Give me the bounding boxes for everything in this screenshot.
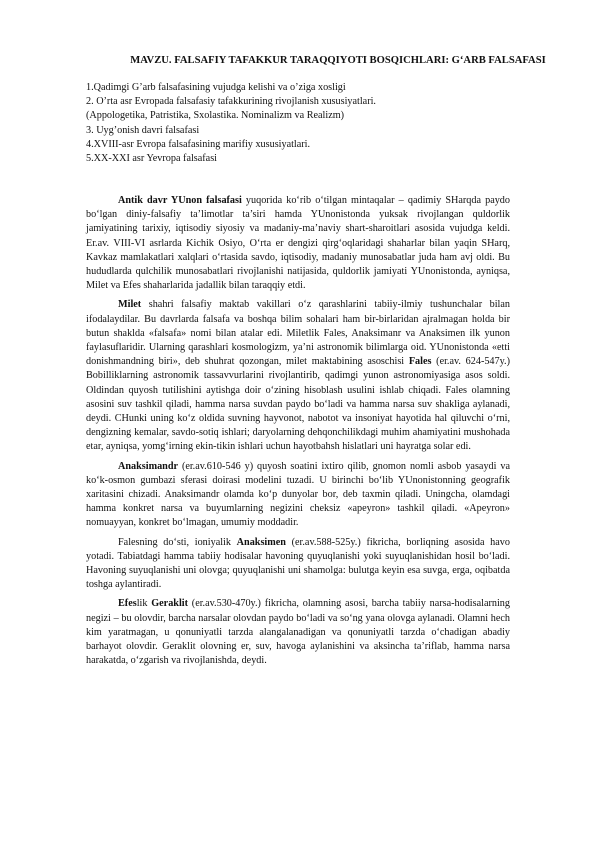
paragraph-text: (er.av.530-470y.) fikricha, olamning asosi, barcha tabiiy narsa-hodisalarning negizi – bu olovdir, barcha narsalar olovdan paydo bo‘ladi va so‘ng yana olovga aylanadi. Olamni hech kim yaratmagan, u qonuniyatli tarzda alangalanadigan va qonuniyatli tarzda o‘chadigan abadiy barhayot olovdir. Geraklit olovning er, suv, havoga aylanishini va aksincha ta’riflab, hamma narsa harakatda, o‘zgarish va rivojlanishda, deydi.	[86, 598, 510, 667]
document-body	[86, 194, 510, 674]
paragraph-text: lik	[136, 598, 152, 610]
paragraph-text: (er.av. 624-547y.) Bobilliklarning astronomik tassavvurlarini rivojlantirib, qadimgi yunon astronomiyasiga asos soldi. Oldindan quyosh tutilishini aytishga doir o‘zining hisoblash usulini ishlab chiqadi. Fales olamning asosini suv tashkil qiladi, hamma narsa suvdan paydo bo‘ladi va hamma narsa suv shakliga aylanadi, deydi. CHunki uning ko‘z oldida suvning hayvonot, nabotot va insoniyat hayotida hal qiluvchi o‘rni, dengizning kemalar, savdo-sotiq ishlari; daryolarning dehqonchilikdagi muhim ahamiyatini mushohada etar, ayniqsa, yomg‘irning ekin-tikin ishlari uchun hayotbahsh hislatlari uni hayratga solar edi.	[86, 356, 510, 453]
bold-term: Fales	[408, 356, 432, 368]
paragraph-text: Falesning do‘sti, ioniyalik	[118, 536, 237, 548]
document-title: MAVZU. FALSAFIY TAFAKKUR TARAQQIYOTI BOSQICHLARI: G‘ARB FALSAFASI	[130, 55, 546, 66]
paragraph-text: shahri falsafiy maktab vakillari o‘z qarashlarini tabiiy-ilmiy tushunchalar bilan ifodalaydilar. Bu davrlarda falsafa va boshqa bilim sohalari ham bir-birlaridan ajralmagan holda bir butun shaklda «falsafa» nomi bilan atalar edi. Miletlik Fales, Anaksimanr va Anaksimen ilk yunon faylasuflaridir. Ularning qarashlari kosmologizm, ya’ni astronomik bilimlarga oid. YUnonistonda «etti donishmandning biri», deb shuhrat qozongan, milet maktabining asoschisi	[86, 299, 510, 368]
bold-term: Anaksimandr	[118, 460, 179, 472]
plan-item: 4.XVIII-asr Evropa falsafasining marifiy xususiyatlari.	[86, 138, 311, 150]
paragraph-antik-davr	[86, 194, 510, 293]
paragraph-text: yuqorida ko‘rib o‘tilgan mintaqalar – qadimiy SHarqda paydo bo‘lgan diniy-falsafiy ta’limotlar ta’siri hamda YUnonistonda yuksak rivojlangan quldorlik jamiyatining tarixiy, iqtisodiy siyosiy va madaniy-ma’naviy shart-sharoitlari asosida vujudga keldi. Er.av. VIII-VI asrlarda Kichik Osiyo, O‘rta er dengizi qirg‘oqlaridagi shaharlar bilan yaqin SHarq, Kavkaz mamlakatlari xalqlari o‘rtasida savdo, iqtisodiy, madaniy munosabatlar juda ham avj oldi. Bu hududlarda qulchilik munosabatlari rivojlanishi natijasida, quldorlik jamiyati YUnonistonda, ayniqsa, Milet va Efes shaharlarida jadallik bilan taraqqiy etdi.	[86, 195, 510, 292]
bold-term: Geraklit	[151, 598, 189, 610]
lecture-plan	[86, 81, 526, 166]
plan-item: (Appologetika, Patristika, Sxolastika. Nominalizm va Realizm)	[86, 110, 345, 122]
paragraph-geraklit	[86, 597, 510, 668]
paragraph-milet	[86, 298, 510, 454]
paragraph-anaksimandr	[86, 460, 510, 531]
plan-item: 1.Qadimgi G’arb falsafasining vujudga kelishi va o’ziga xosligi	[86, 82, 346, 93]
plan-item: 5.XX-XXI asr Yevropa falsafasi	[86, 153, 217, 165]
plan-item: 2. O’rta asr Evropada falsafasiy tafakkurining rivojlanish xususiyatlari.	[86, 96, 376, 108]
bold-term: Milet	[118, 299, 142, 311]
plan-item: 3. Uyg’onish davri falsafasi	[86, 124, 200, 136]
paragraph-anaksimen	[86, 536, 510, 593]
paragraph-text: (er.av.610-546 y) quyosh soatini ixtiro qilib, gnomon nomli asbob yasaydi va ko‘k-osmon gumbazi sferasi doirasi modelini tuzadi. U birinchi bo‘lib YUnonistonning geografik xaritasini chizadi. Anaksimandr olamda ko‘p dunyolar bor, deb taxmin qiladi. Uningcha, olamdagi hamma konkret narsa va buyumlarning negizini cheksiz «apeyron» tashkil qiladi. «Apeyron» nomuayyan, konkret bo‘lmagan, umumiy moddadir.	[86, 460, 510, 529]
bold-term: Anaksimen	[236, 536, 286, 548]
paragraph-text: (er.av.588-525y.) fikricha, borliqning asosida havo yotadi. Tabiatdagi hamma tabiiy hodisalar havoning quyuqlanishi yoki suyuqlanishidan hosil bo‘ladi. Havoning suyuqlanishi uni olovga; quyuqlanishi uni shamolga: bulutga keyin esa suvga, erga, oqibatda toshga aylantiradi.	[86, 536, 510, 591]
bold-term: Efes	[118, 598, 137, 610]
bold-term: Antik davr YUnon falsafasi	[118, 195, 242, 206]
